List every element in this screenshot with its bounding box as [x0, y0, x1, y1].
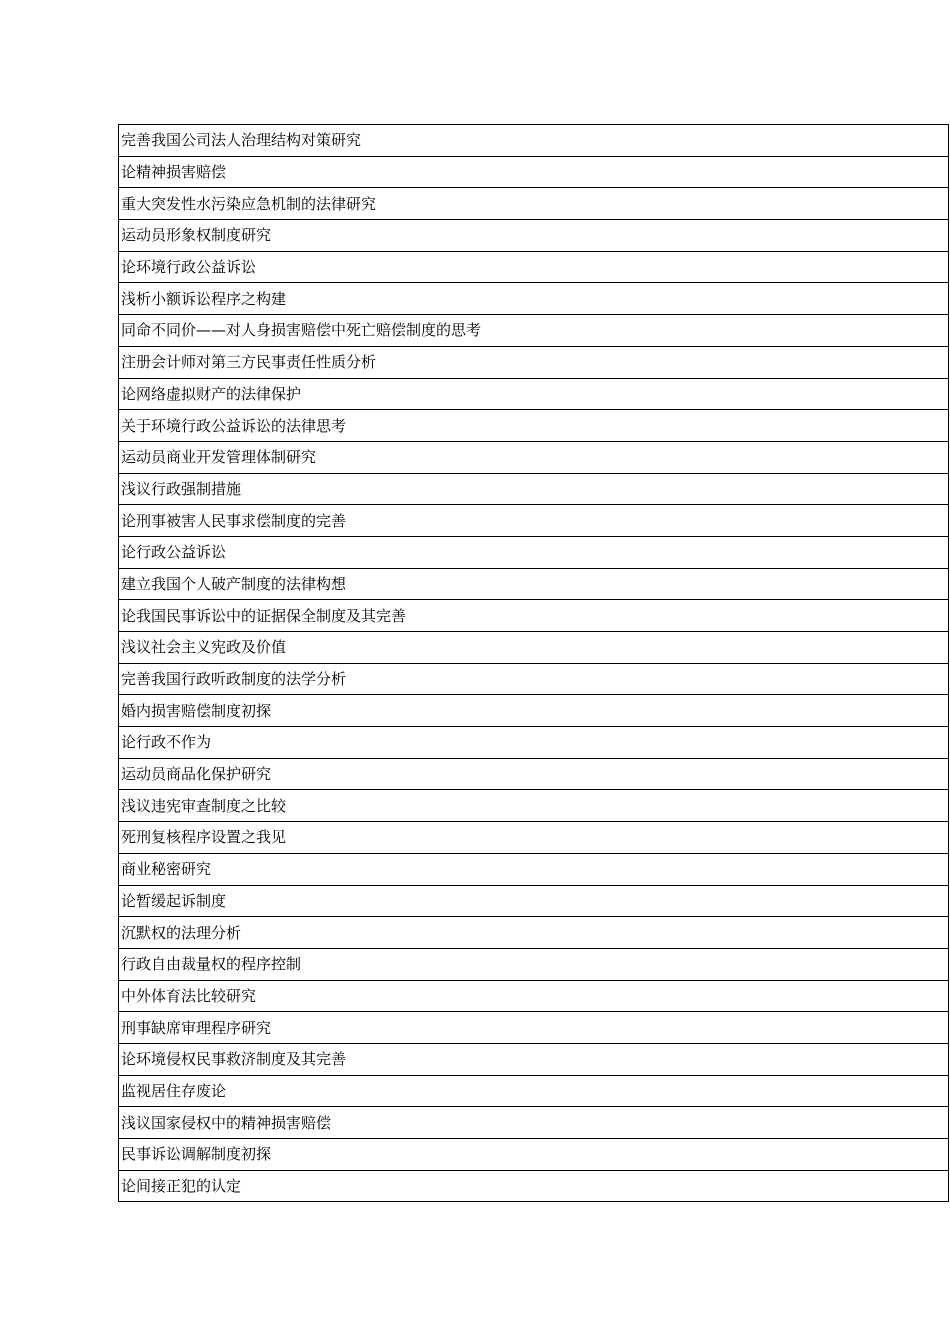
thesis-title-cell: 重大突发性水污染应急机制的法律研究: [119, 188, 949, 220]
thesis-title-cell: 运动员商业开发管理体制研究: [119, 441, 949, 473]
table-row: [119, 758, 949, 790]
thesis-title-cell: 论行政公益诉讼: [119, 536, 949, 568]
table-row: [119, 948, 949, 980]
table-row: [119, 980, 949, 1012]
table-row: [119, 568, 949, 600]
table-row: [119, 853, 949, 885]
table-row: [119, 188, 949, 220]
thesis-title-cell: 论环境侵权民事救济制度及其完善: [119, 1043, 949, 1075]
table-row: [119, 315, 949, 347]
thesis-title-cell: 中外体育法比较研究: [119, 980, 949, 1012]
thesis-title-cell: 浅议行政强制措施: [119, 473, 949, 505]
thesis-title-cell: 刑事缺席审理程序研究: [119, 1012, 949, 1044]
thesis-title-cell: 同命不同价——对人身损害赔偿中死亡赔偿制度的思考: [119, 315, 949, 347]
table-row: [119, 632, 949, 664]
table-row: [119, 1012, 949, 1044]
thesis-title-cell: 注册会计师对第三方民事责任性质分析: [119, 346, 949, 378]
table-row: [119, 473, 949, 505]
table-row: [119, 1170, 949, 1202]
thesis-title-cell: 论暂缓起诉制度: [119, 885, 949, 917]
table-row: [119, 283, 949, 315]
table-row: [119, 536, 949, 568]
thesis-title-cell: 浅议国家侵权中的精神损害赔偿: [119, 1107, 949, 1139]
table-row: [119, 505, 949, 537]
thesis-title-cell: 论间接正犯的认定: [119, 1170, 949, 1202]
table-row: [119, 727, 949, 759]
thesis-title-cell: 监视居住存废论: [119, 1075, 949, 1107]
table-row: [119, 917, 949, 949]
thesis-title-cell: 完善我国公司法人治理结构对策研究: [119, 125, 949, 157]
table-row: [119, 220, 949, 252]
thesis-title-cell: 关于环境行政公益诉讼的法律思考: [119, 410, 949, 442]
table-row: [119, 125, 949, 157]
thesis-title-cell: 行政自由裁量权的程序控制: [119, 948, 949, 980]
table-row: [119, 822, 949, 854]
thesis-title-cell: 论我国民事诉讼中的证据保全制度及其完善: [119, 600, 949, 632]
thesis-title-cell: 论网络虚拟财产的法律保护: [119, 378, 949, 410]
table-row: [119, 1107, 949, 1139]
thesis-title-cell: 论行政不作为: [119, 727, 949, 759]
thesis-title-table-body: [119, 125, 949, 1202]
table-row: [119, 1075, 949, 1107]
table-row: [119, 1043, 949, 1075]
table-row: [119, 346, 949, 378]
table-row: [119, 790, 949, 822]
thesis-title-cell: 商业秘密研究: [119, 853, 949, 885]
thesis-title-cell: 民事诉讼调解制度初探: [119, 1139, 949, 1171]
thesis-title-cell: 沉默权的法理分析: [119, 917, 949, 949]
thesis-title-table: [118, 124, 949, 1202]
table-row: [119, 663, 949, 695]
thesis-title-cell: 论刑事被害人民事求偿制度的完善: [119, 505, 949, 537]
thesis-title-cell: 死刑复核程序设置之我见: [119, 822, 949, 854]
thesis-title-cell: 婚内损害赔偿制度初探: [119, 695, 949, 727]
table-row: [119, 410, 949, 442]
table-row: [119, 1139, 949, 1171]
thesis-title-cell: 运动员形象权制度研究: [119, 220, 949, 252]
thesis-title-cell: 完善我国行政听政制度的法学分析: [119, 663, 949, 695]
table-row: [119, 251, 949, 283]
thesis-title-cell: 浅析小额诉讼程序之构建: [119, 283, 949, 315]
thesis-title-cell: 建立我国个人破产制度的法律构想: [119, 568, 949, 600]
table-row: [119, 378, 949, 410]
thesis-title-cell: 论环境行政公益诉讼: [119, 251, 949, 283]
table-row: [119, 600, 949, 632]
table-row: [119, 156, 949, 188]
thesis-title-cell: 浅议社会主义宪政及价值: [119, 632, 949, 664]
table-row: [119, 695, 949, 727]
table-row: [119, 441, 949, 473]
thesis-title-cell: 浅议违宪审查制度之比较: [119, 790, 949, 822]
thesis-title-cell: 运动员商品化保护研究: [119, 758, 949, 790]
table-row: [119, 885, 949, 917]
thesis-title-cell: 论精神损害赔偿: [119, 156, 949, 188]
